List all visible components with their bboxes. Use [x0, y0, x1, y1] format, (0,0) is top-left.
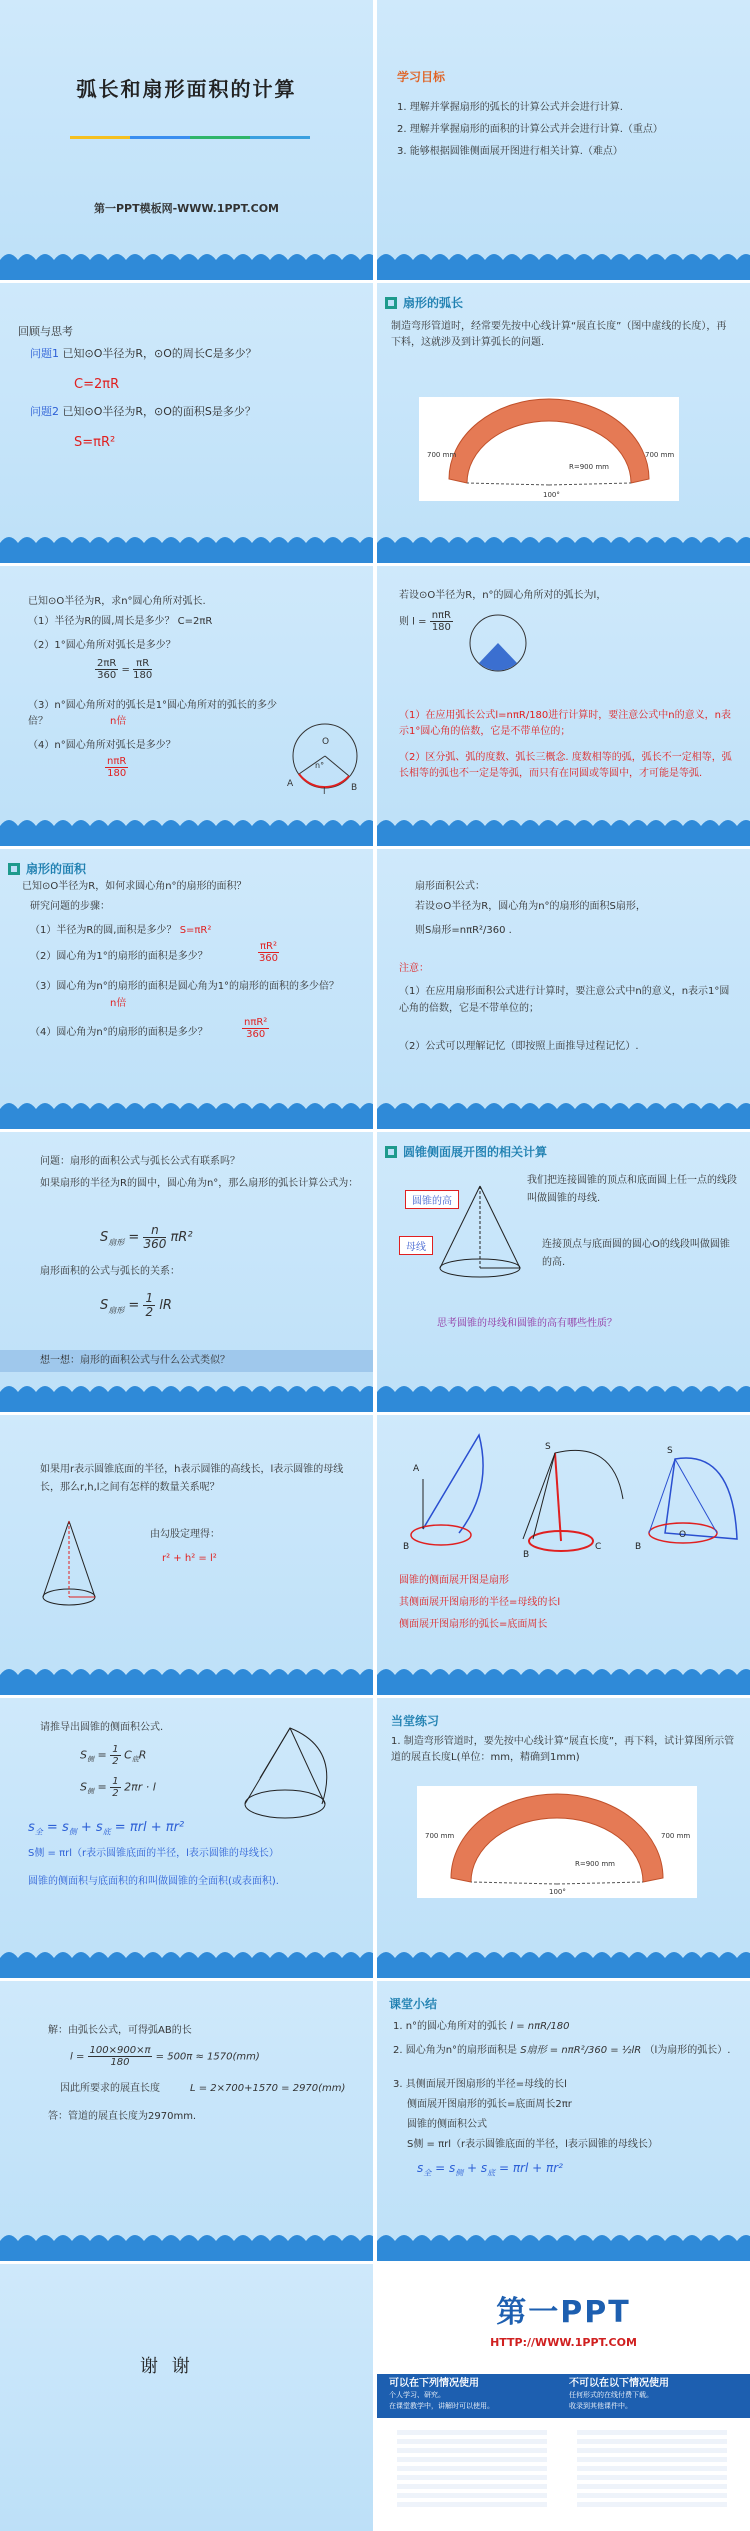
wave-decoration [377, 529, 750, 563]
goal-item: 1. 理解并掌握扇形的弧长的计算公式并会进行计算. [397, 102, 623, 113]
section-title: 圆锥侧面展开图的相关计算 [403, 1145, 548, 1159]
note-text: （2）公式可以理解记忆（即按照上面推导过程记忆）. [399, 1041, 639, 1052]
sector-area-formula: $S_{扇形}$ = $\frac{n}{360}$ πR² [100, 1223, 193, 1252]
question-text: 如果用r表示圆锥底面的半径，h表示圆锥的高线长，l表示圆锥的母线长，那么r,h,l之间有怎样的数量关系呢？ [40, 1464, 344, 1493]
fraction-numerator: πR² [260, 941, 277, 952]
usage-forbidden-item: 收录到其他课件中。 [569, 2402, 632, 2410]
brand-url[interactable]: HTTP://WWW.1PPT.COM [490, 2336, 637, 2349]
think-text: 想一想：扇形的面积公式与什么公式类似？ [40, 1355, 230, 1366]
generatrix-label: 母线 [399, 1236, 433, 1255]
arc-label: l [323, 787, 326, 796]
derivation-line: 请推导出圆锥的侧面积公式. [40, 1722, 164, 1733]
goal-item: 3. 能够根据圆锥侧面展开图进行相关计算.（难点） [397, 146, 623, 157]
formula-intro: 扇形面积公式： [415, 881, 485, 892]
solution-formula: l = $\frac{100\times 900\times\pi}{180}$ = 500π ≈ 1570(mm) [70, 2045, 260, 2068]
dimension-label: R=900 mm [575, 1860, 615, 1868]
wave-decoration [377, 1661, 750, 1695]
summary-line: 圆锥的侧面积公式 [407, 2119, 487, 2130]
pipe-diagram [419, 397, 679, 501]
wave-decoration [0, 2227, 373, 2261]
answer-text: S=πR² [74, 435, 116, 450]
total-area-formula: $s_全 = s_侧 + s_底 = \pi rl + \pi r^2$ [28, 1820, 185, 1837]
summary-line: 2. 圆心角为n°的扇形面积是 [393, 2045, 518, 2056]
wave-decoration [377, 1378, 750, 1412]
summary-line: S侧 = πrl（r表示圆锥底面的半径，l表示圆锥的母线长） [407, 2139, 658, 2150]
fraction-numerator: nπR [107, 756, 127, 767]
fraction-denominator: 360 [246, 1029, 266, 1040]
slide-sector-area [0, 849, 373, 1129]
dimension-label: 700 mm [427, 451, 457, 459]
fraction-denominator: 180 [133, 670, 153, 681]
section-title: 扇形的面积 [26, 862, 87, 876]
section-body: 制造弯形管道时，经常要先按中心线计算“展直长度”（图中虚线的长度），再下料，这就涉及到计算弧长的问题. [391, 321, 727, 348]
derivation-line: 研究问题的步骤： [30, 901, 110, 912]
slide-arc-derivation [0, 566, 373, 846]
link-list-left [397, 2430, 547, 2510]
cone-diagram [34, 1515, 104, 1615]
slide-cone-intro [377, 1132, 750, 1412]
property-text: 圆锥的侧面展开图是扇形 [399, 1575, 509, 1586]
slide-area-arc-relation [0, 1132, 373, 1412]
dimension-label: 700 mm [661, 1832, 691, 1840]
wave-decoration [377, 1095, 750, 1129]
wave-decoration [0, 1944, 373, 1978]
dimension-label: 700 mm [645, 451, 675, 459]
goal-item: 2. 理解并掌握扇形的面积的计算公式并会进行计算.（重点） [397, 124, 663, 135]
point-label: B [523, 1550, 530, 1560]
fraction-denominator: 360 [258, 953, 279, 964]
cone-diagram [230, 1718, 340, 1828]
fraction-denominator: 180 [107, 768, 127, 779]
summary-line: 1. n°的圆心角所对的弧长 [393, 2021, 508, 2032]
formula-line: 则S扇形=nπR²/360 . [415, 925, 512, 936]
thanks-text: 谢 谢 [140, 2356, 194, 2377]
section-marker-icon [8, 863, 20, 875]
wave-decoration [0, 246, 373, 280]
total-area-formula: $s_全 = s_侧 + s_底 = \pi rl + \pi r^2$ [417, 2161, 563, 2178]
usage-forbidden-item: 任何形式的在线付费下载。 [569, 2391, 653, 2399]
formula-intro: 若设⊙O半径为R，圆心角为n°的扇形的面积S扇形， [415, 901, 646, 912]
question-label: 问题1 [30, 347, 59, 360]
wave-decoration [0, 1661, 373, 1695]
review-intro: 回顾与思考 [18, 325, 73, 338]
property-text: 侧面展开图扇形的弧长=底面周长 [399, 1619, 548, 1630]
note-text: （2）区分弧、弧的度数、弧长三概念. 度数相等的弧，弧长不一定相等，弧长相等的弧也不一定是等弧，而只有在同圆或等圆中，才可能是等弧. [399, 752, 732, 779]
derivation-line: 如果扇形的半径为R的圆中，圆心角为n°，那么扇形的弧长计算公式为： [40, 1178, 359, 1189]
angle-label: 100° [549, 1888, 566, 1896]
solution-formula: L = 2×700+1570 = 2970(mm) [190, 2083, 346, 2094]
fraction-denominator: 180 [431, 622, 451, 633]
exercise-text: 1. 制造弯形管道时，要先按中心线计算“展直长度”，再下料，试计算图所示管道的展直长度L(单位：mm，精确到1mm) [391, 1736, 735, 1763]
slide-area-formula [377, 849, 750, 1129]
arc-circle-diagram [463, 608, 533, 678]
link-list-right [577, 2430, 727, 2510]
pythagorean-formula: r² + h² = l² [162, 1553, 217, 1564]
usage-forbidden-heading: 不可以在以下情况使用 [569, 2378, 669, 2389]
point-label: S [545, 1442, 551, 1452]
goals-heading: 学习目标 [397, 70, 446, 84]
derivation-line: （1）半径为R的圆,面积是多少？ [30, 925, 177, 936]
slide-brand [377, 2264, 750, 2531]
formula-intro: 若设⊙O半径为R，n°的圆心角所对的弧长为l， [399, 590, 607, 601]
question-text: 已知⊙O半径为R，⊙O的周长C是多少？ [62, 347, 257, 360]
lateral-note: S侧 = πrl（r表示圆锥底面的半径，l表示圆锥的母线长） [28, 1848, 279, 1859]
section-title: 扇形的弧长 [403, 296, 464, 310]
question-text: 已知⊙O半径为R，⊙O的面积S是多少？ [62, 405, 256, 418]
solution-line: 答：管道的展直长度为2970mm. [48, 2111, 197, 2122]
cone-height-label: 圆锥的高 [405, 1190, 459, 1209]
sector-area-lr-formula: $S_{扇形}$ = $\frac{1}{2}$ lR [100, 1291, 172, 1320]
brand-logo: 第一PPT [496, 2295, 631, 2330]
solution-line: 因此所要求的展直长度 [60, 2083, 160, 2094]
slide-thanks [0, 2264, 373, 2531]
summary-line: 3. 具侧面展开图扇形的半径=母线的长l [393, 2079, 567, 2090]
usage-allowed-item: 在课堂教学中，讲解时可以使用。 [389, 2402, 494, 2410]
point-label: B [403, 1542, 410, 1552]
question-text: 问题：扇形的面积公式与弧长公式有联系吗？ [40, 1156, 240, 1167]
answer-text: S=πR² [179, 925, 212, 936]
formula-prefix: 则 [399, 616, 409, 628]
slide-goals [377, 0, 750, 280]
derivation-line: （1）半径为R的圆,周长是多少？ C=2πR [28, 616, 213, 627]
point-label: O [322, 737, 330, 747]
equals-sign: = [121, 664, 130, 676]
section-marker-icon [385, 1146, 397, 1158]
derivation-line: （2）1°圆心角所对弧长是多少？ [28, 640, 176, 651]
section-title: 当堂练习 [391, 1714, 440, 1728]
slide-title [0, 0, 373, 280]
wave-decoration [0, 529, 373, 563]
cone-unfold-diagram [383, 1429, 745, 1564]
point-label: A [413, 1464, 420, 1474]
point-label: B [351, 783, 358, 793]
definition-text: 我们把连接圆锥的顶点和底面圆上任一点的线段叫做圆锥的母线. [527, 1175, 737, 1204]
solution-line: 解：由弧长公式，可得弧AB的长 [48, 2025, 192, 2036]
slide-arc-formula: 若设⊙O半径为R，n°的圆心角所对的弧长为l， 则 l = $\frac{\text{nπR}}{180}$ （1）在应用弧长公式l=nπR/180进行计算时，要注意公式中n的意义，n表示1°圆心角的倍数，它是不带单位的； （2）区分弧、弧的度数、弧长三概念. 度数相等的弧，弧长不一定相等，弧长相等的弧也不一定是等弧，而只有在同圆或等圆中，才可能是等弧. [377, 566, 750, 846]
derivation-line: 已知⊙O半径为R，如何求圆心角n°的扇形的面积？ [22, 881, 247, 892]
angle-label: 100° [543, 491, 560, 499]
property-text: 其侧面展开图扇形的半径=母线的长l [399, 1597, 561, 1608]
derivation-line: 扇形面积的公式与弧长的关系： [40, 1266, 180, 1277]
usage-allowed-item: 个人学习、研究。 [389, 2391, 445, 2399]
note-text: （1）在应用弧长公式l=nπR/180进行计算时，要注意公式中n的意义，n表示1°圆心角的倍数，它是不带单位的； [399, 710, 731, 737]
lateral-formula: $S_侧$ = $\frac{1}{2}$ 2πr · l [80, 1776, 156, 1799]
full-area-note: 圆锥的侧面积与底面积的和叫做圆锥的全面积(或表面积). [28, 1876, 279, 1887]
derivation-line: （3）n°圆心角所对的弧长是1°圆心角所对的弧长的多少倍？ [28, 700, 278, 727]
derivation-line: （4）圆心角为n°的扇形的面积是多少？ [30, 1027, 208, 1038]
wave-decoration [377, 246, 750, 280]
section-marker-icon [385, 297, 397, 309]
point-label: B [635, 1542, 642, 1552]
section-title: 课堂小结 [389, 1997, 438, 2011]
theorem-label: 由勾股定理得： [150, 1529, 220, 1540]
site-subtitle: 第一PPT模板网-WWW.1PPT.COM [93, 202, 280, 215]
dimension-label: R=900 mm [569, 463, 609, 471]
note-text: （1）在应用扇形面积公式进行计算时，要注意公式中n的意义，n表示1°圆心角的倍数，它是不带单位的； [399, 986, 730, 1014]
fraction-numerator: nπR² [244, 1017, 268, 1028]
slide-arc-length [377, 283, 750, 563]
arc-circle-diagram [285, 706, 365, 796]
fraction-numerator: πR [133, 658, 152, 670]
slide-lateral-area [0, 1698, 373, 1978]
fraction-denominator: 360 [97, 670, 117, 681]
derivation-line: （2）圆心角为1°的扇形的面积是多少？ [30, 951, 208, 962]
angle-label: n° [315, 761, 325, 770]
note-heading: 注意： [399, 963, 429, 974]
pipe-diagram [417, 1786, 697, 1898]
title-underline [70, 136, 310, 139]
fraction-numerator: 2πR [97, 658, 117, 669]
summary-line: （l为扇形的弧长）. [644, 2045, 731, 2056]
derivation-line: （4）n°圆心角所对弧长是多少？ [28, 740, 176, 751]
answer-text: n倍 [110, 716, 127, 727]
wave-decoration [0, 1095, 373, 1129]
answer-text: n倍 [110, 998, 127, 1009]
lateral-formula: $S_侧$ = $\frac{1}{2}$ $C_底R$ [80, 1744, 147, 1767]
derivation-line: （3）圆心角为n°的扇形的面积是圆心角为1°的扇形的面积的多少倍？ [30, 981, 340, 992]
slide-cone-unfold [377, 1415, 750, 1695]
slide-summary: 课堂小结 1. n°的圆心角所对的弧长 l = nπR/180 2. 圆心角为n°的扇形面积是 S扇形 = nπR²/360 = ½lR （l为扇形的弧长）. 3. 具侧面展开图扇形的半径=母线的长l 侧面展开图扇形的弧长=底面周长2πr 圆锥的侧面积公式 S侧 = πrl（r表示圆锥底面的半径，l表示圆锥的母线长） $s_全 = s_侧 + s_底 = \pi rl + \pi r^2$ [377, 1981, 750, 2261]
presentation-title: 弧长和扇形面积的计算 [76, 77, 297, 101]
wave-decoration [377, 1944, 750, 1978]
wave-decoration [377, 2227, 750, 2261]
point-label: S [667, 1446, 673, 1456]
wave-decoration [0, 812, 373, 846]
slide-cone-relation [0, 1415, 373, 1695]
point-label: A [287, 779, 294, 789]
slide-solution [0, 1981, 373, 2261]
slide-practice [377, 1698, 750, 1978]
point-label: C [595, 1542, 602, 1552]
definition-text: 连接顶点与底面圆的圆心O的线段叫做圆锥的高. [542, 1239, 730, 1268]
question-label: 问题2 [30, 405, 59, 418]
derivation-line: 已知⊙O半径为R，求n°圆心角所对弧长. [28, 596, 206, 607]
think-question: 思考圆锥的母线和圆锥的高有哪些性质？ [437, 1318, 617, 1329]
answer-text: C=2πR [74, 377, 120, 392]
summary-line: 侧面展开图扇形的弧长=底面周长2πr [407, 2099, 572, 2110]
fraction-numerator: nπR [431, 610, 452, 621]
point-label: O [679, 1530, 687, 1540]
dimension-label: 700 mm [425, 1832, 455, 1840]
usage-allowed-heading: 可以在下列情况使用 [389, 2378, 479, 2389]
slide-review [0, 283, 373, 563]
wave-decoration [0, 1378, 373, 1412]
wave-decoration [377, 812, 750, 846]
